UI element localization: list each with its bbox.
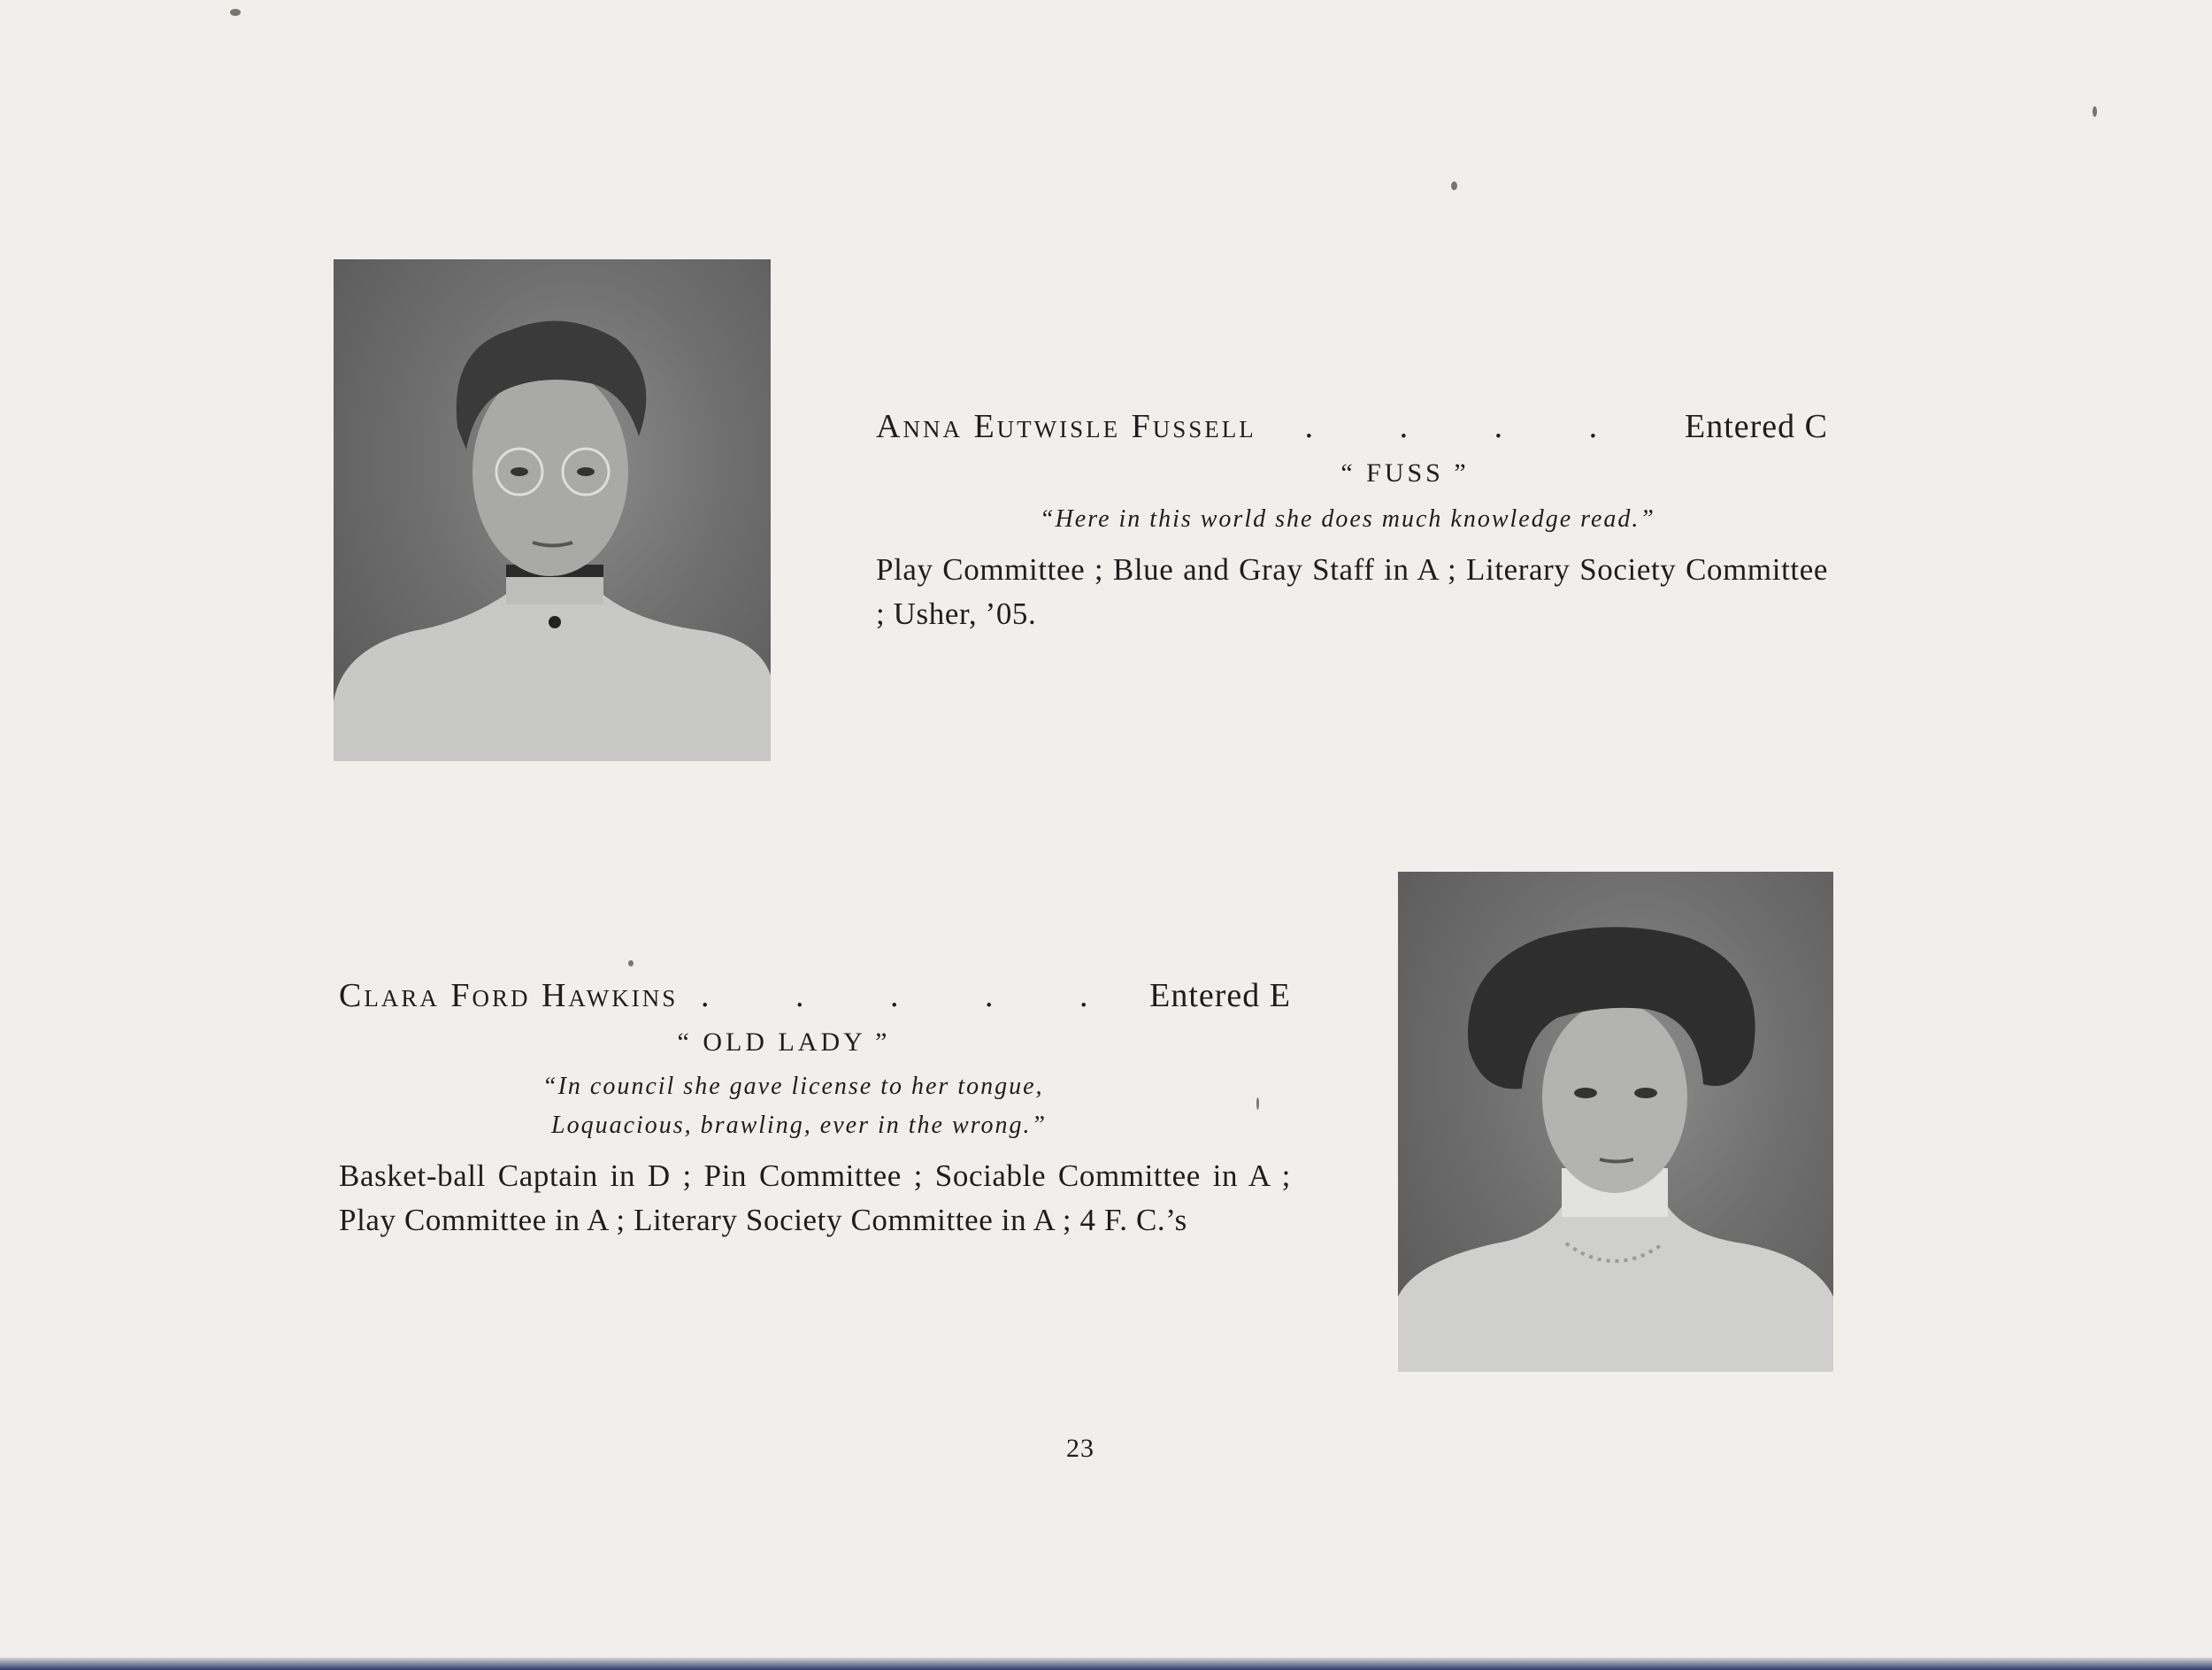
student-name: Clara Ford Hawkins (339, 977, 679, 1014)
paper-speck (2093, 106, 2097, 117)
student-name: Anna Eutwisle Fussell (876, 408, 1256, 445)
nickname: “ OLD LADY ” (677, 1027, 891, 1057)
quotation (339, 1066, 1291, 1145)
honors-list: Basket-ball Captain in D ; Pin Committee ; Sociable Committee in A ; Play Committee in A ; Literary Society Committee in A ; 4 F. C.’s (339, 1158, 1291, 1237)
page-edge (0, 1658, 2212, 1670)
leader-dots: . . . . . (700, 977, 1127, 1014)
leader-dots: . . . . (1304, 408, 1637, 445)
portrait-photo-anna-fussell (334, 259, 771, 761)
entry-clara-hawkins (339, 972, 1291, 1243)
page-number: 23 (1066, 1434, 1094, 1463)
quotation (876, 496, 1828, 539)
entered-class: Entered E (1149, 977, 1291, 1014)
name-line (876, 403, 1828, 450)
entered-class: Entered C (1684, 408, 1828, 445)
quotation-line: Loquacious, brawling, ever in the wrong.” (551, 1112, 1048, 1139)
paper-speck (628, 960, 634, 966)
name-line (339, 972, 1291, 1020)
quotation-line: “In council she gave license to her tongue, (542, 1073, 1044, 1100)
paper-speck (1451, 181, 1457, 190)
portrait-photo-clara-hawkins (1398, 872, 1833, 1372)
quotation-line: “Here in this world she does much knowledge read.” (1040, 505, 1655, 533)
paper-speck (230, 9, 241, 16)
entry-anna-fussell (876, 403, 1828, 636)
honors-list: Play Committee ; Blue and Gray Staff in A ; Literary Society Committee ; Usher, ’05. (876, 552, 1828, 631)
nickname: “ FUSS ” (1340, 458, 1470, 488)
